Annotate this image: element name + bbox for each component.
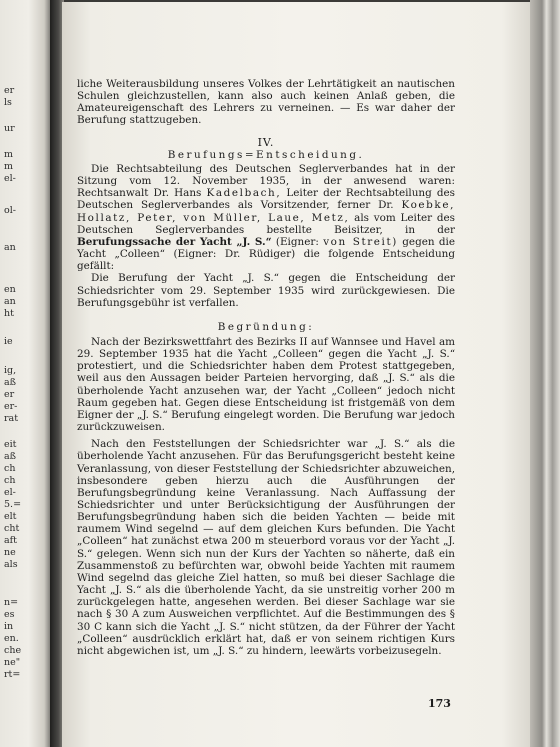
name-kadelbach: Kadelbach, — [206, 187, 282, 200]
left-page-text-fragment: ls — [4, 97, 12, 108]
left-page-text-fragment: aft — [4, 535, 17, 546]
section-number: IV. — [257, 135, 275, 149]
left-page-edge — [0, 0, 52, 747]
decision-paragraph: Die Rechtsabteilung des Deutschen Seglerverbandes hat in der Sitzung vom 12. November 1935, in der anwesend waren: Rechtsanwalt Dr. Hans Kadelbach, Leiter der Rechtsabteilung des Deutschen Seglerverbandes als Vorsitzender, ferner Dr. Koebke, Hollatz, Peter, von Müller, Laue, Metz, als vom Leiter des Deutschen Seglerverbandes bestellte Beisitzer, in der Berufungssache der Yacht „J. S.“ (Eigner: von Streit) gegen die Yacht „Colleen“ (Eigner: Dr. Rüdiger) die folgende Entscheidung gefällt: — [77, 162, 456, 273]
left-page-text-fragment: eit — [4, 439, 17, 450]
page-number: 173 — [428, 697, 451, 710]
left-page-text-fragment: m — [4, 161, 14, 172]
left-page-text-fragment: cht — [4, 523, 20, 534]
reasons-paragraph-1: Nach der Bezirkswettfahrt des Bezirks II auf Wannsee und Havel am 29. September 1935 hat die Yacht „Colleen“ gegen die Yacht „J. S.“ protestiert, und die Schiedsrichter haben dem Protest stattgegeben, weil aus den Aussagen beider Parteien hervorging, daß „J. S.“ als die überholende Yacht anzusehen war, der Yacht „Colleen“ jedoch nicht Raum gegeben hat. Gegen diese Entscheidung ist fristgemäß von dem Eigner der „J. S.“ Berufung eingelegt worden. Die Berufung war jedoch zurückzuweisen. — [77, 335, 455, 434]
left-page-text-fragment: n= — [4, 597, 19, 608]
paragraph-continuation: liche Weiterausbildung unseres Volkes der Lehrtätigkeit an nautischen Schulen gleichzustellen, kann also auch keinen Anlaß geben, die Amateureigenschaft des Lehrers zu verneinen. — Es war daher der Berufung stattzugeben. — [77, 78, 455, 127]
left-page-text-fragment: ol- — [4, 205, 16, 216]
left-page-text-fragment: ur — [4, 123, 15, 134]
left-page-text-fragment: en — [4, 284, 16, 295]
left-page-text-fragment: aß — [4, 377, 17, 388]
left-page-text-fragment: rt= — [4, 669, 21, 680]
section-title: Berufungs=Entscheidung. — [167, 148, 365, 161]
decision-verdict: Die Berufung der Yacht „J. S.“ gegen die Entscheidung der Schiedsrichter vom 29. September 1935 wird zurückgewiesen. Die Berufungsgebühr ist verfallen. — [77, 272, 455, 309]
left-page-text-fragment: el- — [4, 487, 16, 498]
left-page-text-fragment: es — [4, 609, 15, 620]
left-page-text-fragment: en. — [4, 633, 19, 644]
page-stack-edge — [530, 0, 560, 747]
left-page-text-fragment: aß — [4, 451, 17, 462]
left-page-text-fragment: ht — [4, 308, 14, 319]
left-page-text-fragment: ch — [4, 475, 16, 486]
reasons-title: Begründung: — [217, 320, 315, 333]
names-assessors: Koebke, Hollatz, Peter, von Müller, Laue, Metz, — [77, 199, 455, 224]
left-page-text-fragment: el- — [4, 173, 16, 184]
left-page-text-fragment: ne — [4, 547, 16, 558]
case-title: Berufungssache der Yacht „J. S.“ — [77, 235, 272, 248]
name-von-streit: von Streit) — [323, 235, 398, 248]
left-page-text-fragment: ie — [4, 336, 13, 347]
left-page-text-fragment: ne" — [4, 657, 21, 668]
left-page-text-fragment: ig, — [4, 365, 17, 376]
left-page-text-fragment: an — [4, 296, 16, 307]
left-page-text-fragment: er- — [4, 401, 18, 412]
left-page-text-fragment: in — [4, 621, 14, 632]
left-page-text-fragment: er — [4, 85, 15, 96]
left-page-text-fragment: er — [4, 389, 15, 400]
left-page-text-fragment: 5.= — [4, 499, 22, 510]
left-page-text-fragment: ch — [4, 463, 16, 474]
left-page-text-fragment: elt — [4, 511, 17, 522]
page-body — [77, 78, 455, 657]
left-page-text-fragment: rat — [4, 413, 19, 424]
left-page-text-fragment: an — [4, 242, 16, 253]
left-page-text-fragment: als — [4, 559, 18, 570]
left-page-text-fragment: m — [4, 149, 14, 160]
left-page-text-fragment: che — [4, 645, 22, 656]
reasons-paragraph-2: Nach den Feststellungen der Schiedsrichter war „J. S.“ als die überholende Yacht anzusehen. Für das Berufungsgericht besteht keine Veranlassung, von dieser Feststellung der Schiedsrichter abzuweichen, insbesondere geben hierzu auch die Ausführungen der Berufungsbegründung keine Veranlassung. Nach Auffassung der Schiedsrichter und unter Berücksichtigung der Ausführungen der Berufungsbegründung haben sich die beiden Yachten — beide mit raumem Wind segelnd — auf dem gleichen Kurs befunden. Die Yacht „Colleen“ hat zunächst etwa 200 m steuerbord voraus vor der Yacht „J. S.“ gelegen. Wenn sich nun der Kurs der Yachten so näherte, daß ein Zusammenstoß zu befürchten war, obwohl beide Yachten mit raumem Wind segelnd das gleiche Ziel hatten, so muß bei dieser Sachlage die Yacht „J. S.“ als die überholende Yacht, da sie unstreitig vorher 200 m zurückgelegen hatte, angesehen werden. Bei dieser Sachlage war sie nach § 30 A zum Ausweichen verpflichtet. Auf die Bestimmungen des § 30 C kann sich die Yacht „J. S.“ nicht stützen, da der Führer der Yacht „Colleen“ ausdrücklich erklärt hat, daß er von seinem richtigen Kurs nicht abgewichen ist, um „J. S.“ zu hindern, leewärts vorbeizusegeln. — [77, 438, 455, 657]
